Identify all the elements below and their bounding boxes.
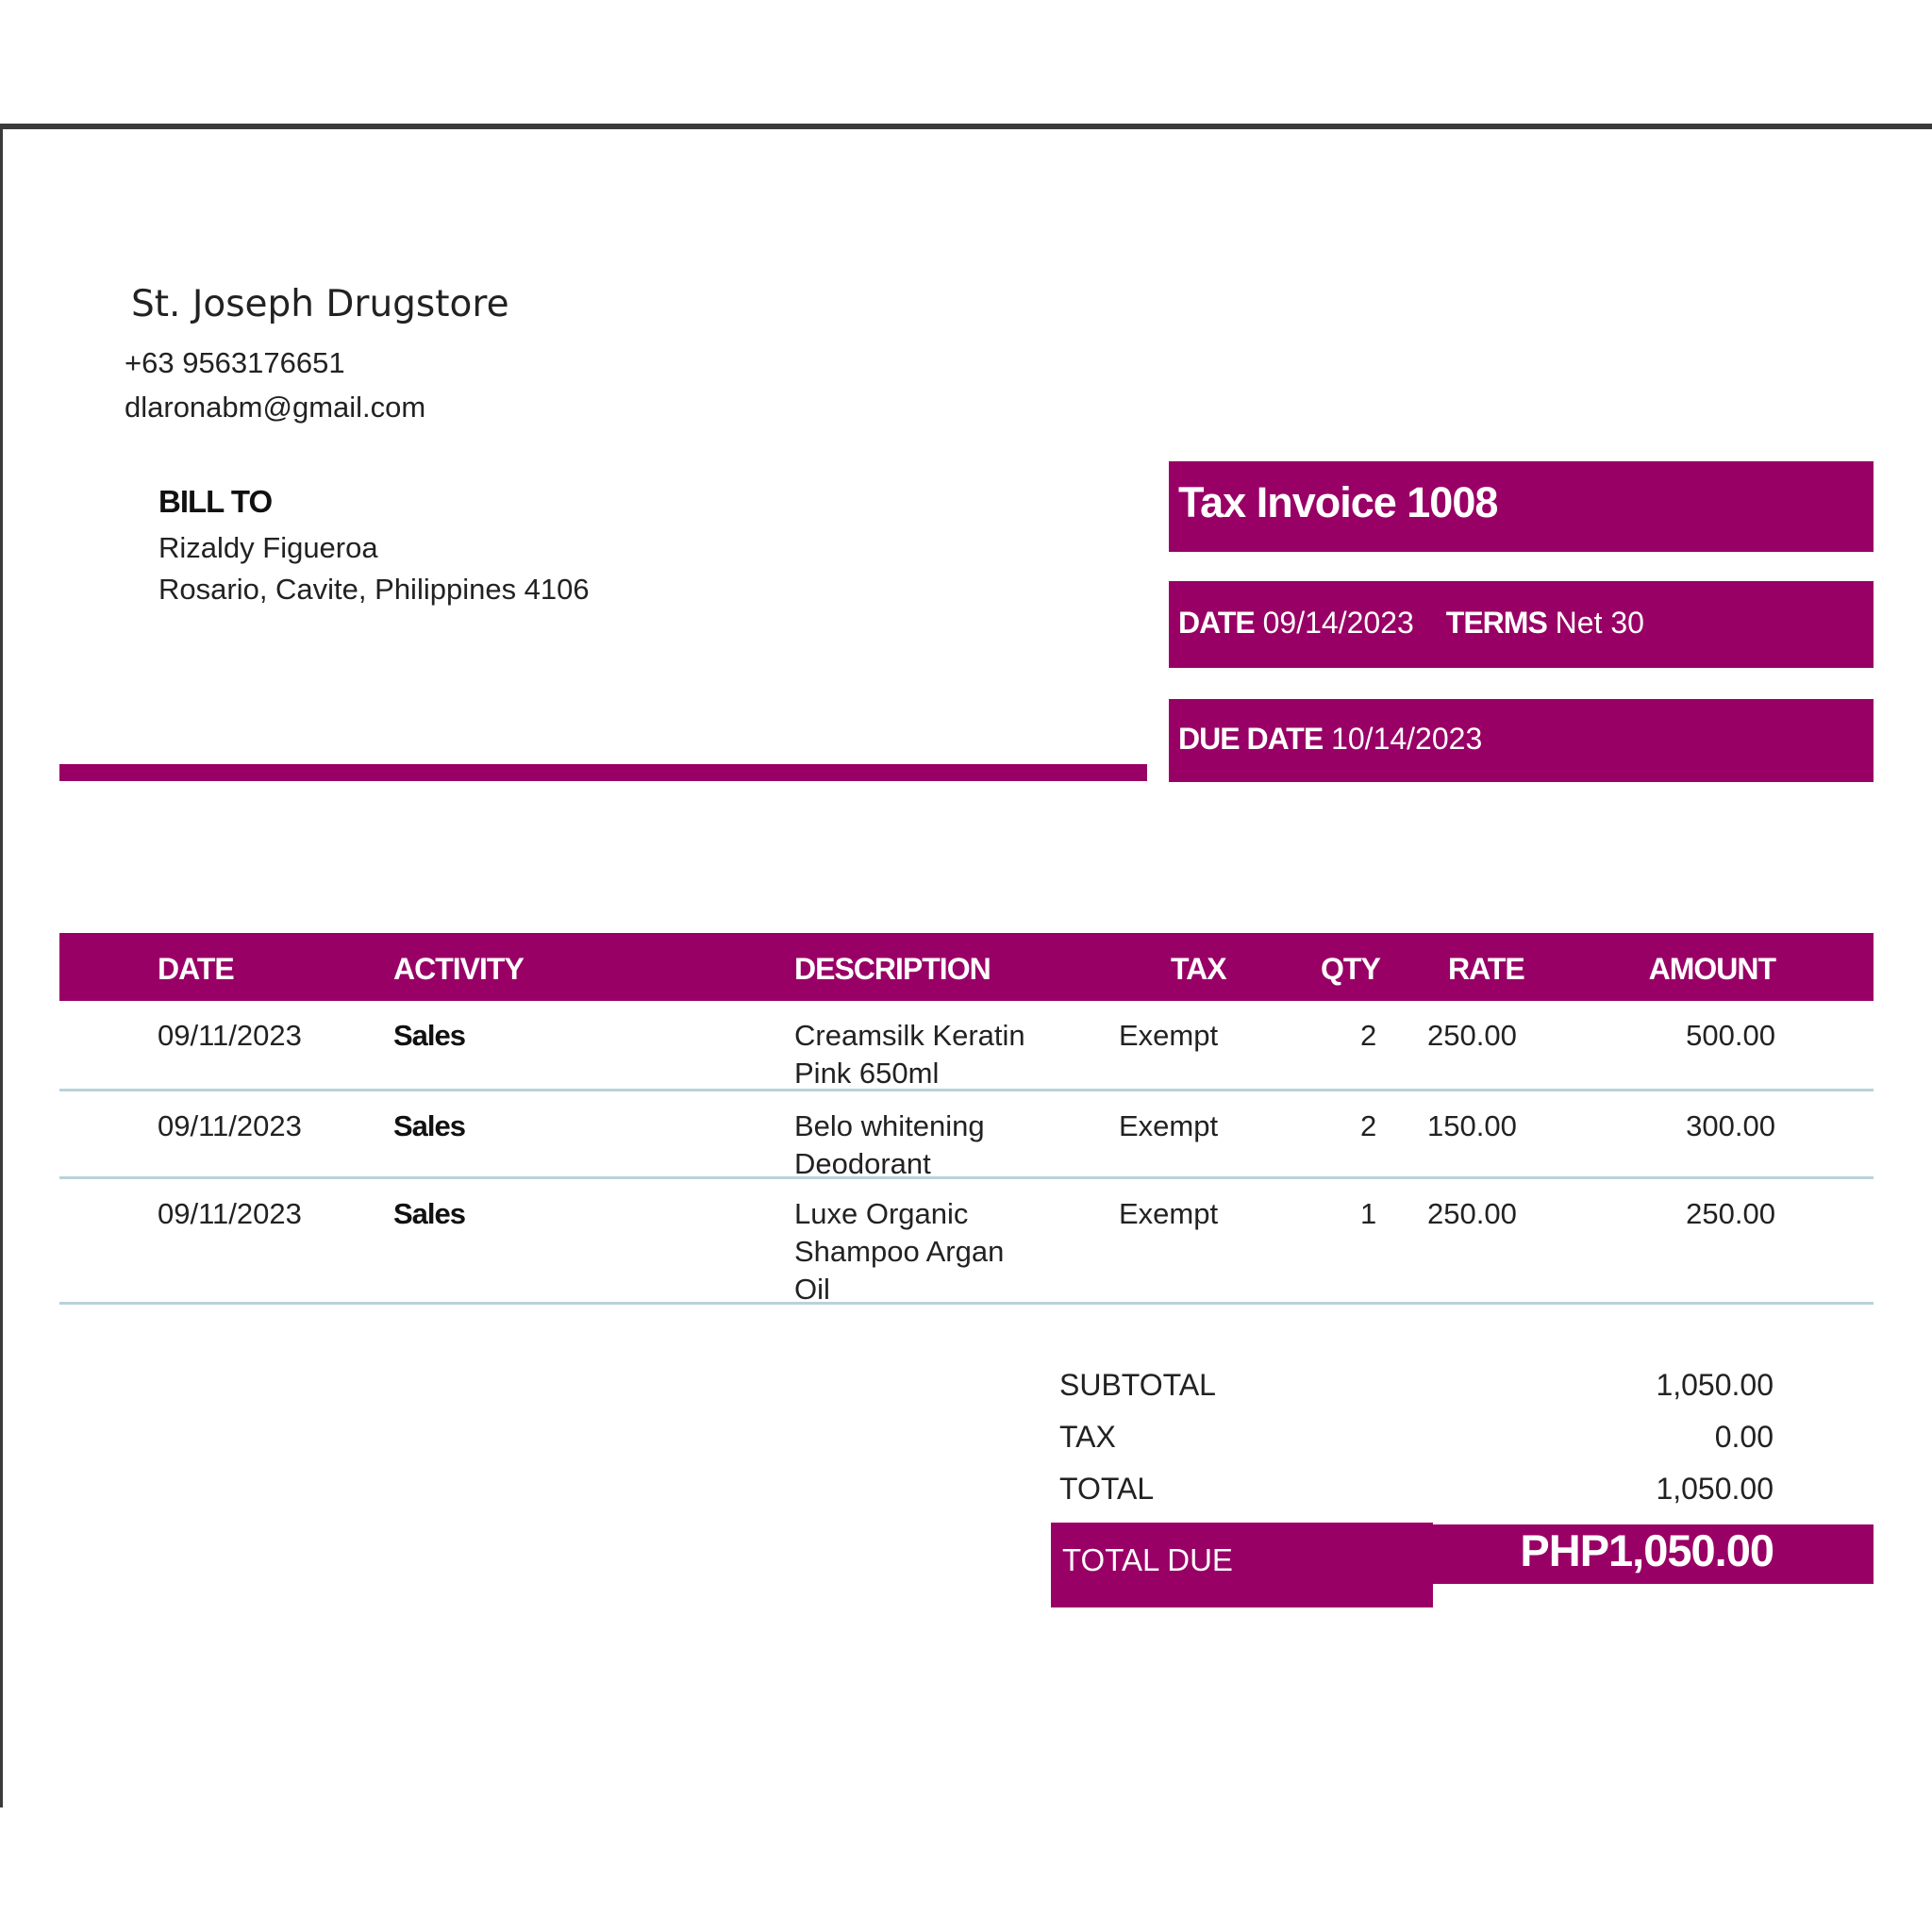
- column-header-amount: AMOUNT: [1648, 952, 1775, 986]
- table-row: [59, 1179, 1874, 1305]
- row-qty: 2: [1360, 1019, 1377, 1052]
- row-amount: 250.00: [1686, 1197, 1775, 1230]
- bill-to-address: Rosario, Cavite, Philippines 4106: [158, 573, 590, 606]
- row-tax: Exempt: [1119, 1109, 1219, 1142]
- row-rate: 150.00: [1427, 1109, 1517, 1142]
- row-activity: Sales: [393, 1109, 466, 1142]
- invoice-due-date: 10/14/2023: [1331, 722, 1483, 756]
- row-description: Creamsilk Keratin Pink 650ml: [794, 1019, 1025, 1090]
- total-due-label-box: [1051, 1523, 1433, 1607]
- company-email: dlaronabm@gmail.com: [125, 391, 426, 424]
- subtotal-label: SUBTOTAL: [1059, 1368, 1216, 1402]
- table-row: [59, 1091, 1874, 1179]
- total-value: 1,050.00: [1656, 1472, 1774, 1506]
- company-phone: +63 9563176651: [125, 346, 345, 379]
- total-due-value: PHP1,050.00: [1520, 1525, 1774, 1575]
- column-header-qty: QTY: [1321, 952, 1380, 986]
- total-due-value-box: [1433, 1524, 1874, 1584]
- column-header-rate: RATE: [1448, 952, 1524, 986]
- row-rate: 250.00: [1427, 1019, 1517, 1052]
- row-date: 09/11/2023: [158, 1197, 302, 1230]
- row-rate: 250.00: [1427, 1197, 1517, 1230]
- tax-value: 0.00: [1714, 1420, 1774, 1454]
- invoice-title-box: [1169, 461, 1874, 552]
- bill-to-heading: BILL TO: [158, 484, 273, 519]
- row-description: Belo whitening Deodorant: [794, 1109, 985, 1180]
- row-tax: Exempt: [1119, 1019, 1219, 1052]
- total-label: TOTAL: [1059, 1472, 1155, 1506]
- subtotal-value: 1,050.00: [1656, 1368, 1774, 1402]
- row-qty: 2: [1360, 1109, 1377, 1142]
- line-items-header: [59, 933, 1874, 1001]
- company-name: St. Joseph Drugstore: [131, 283, 509, 325]
- invoice-date: 09/14/2023: [1262, 606, 1414, 640]
- invoice-terms-label: TERMS: [1445, 606, 1547, 640]
- invoice-date-label: DATE: [1178, 606, 1255, 640]
- tax-label: TAX: [1059, 1420, 1116, 1454]
- row-date: 09/11/2023: [158, 1019, 302, 1052]
- row-qty: 1: [1360, 1197, 1377, 1230]
- invoice-date-row: [1178, 606, 1644, 641]
- row-description: Luxe Organic Shampoo Argan Oil: [794, 1197, 1005, 1306]
- row-activity: Sales: [393, 1197, 466, 1230]
- bill-to-name: Rizaldy Figueroa: [158, 531, 378, 564]
- row-amount: 500.00: [1686, 1019, 1775, 1052]
- column-header-tax: TAX: [1171, 952, 1226, 986]
- invoice-title: Tax Invoice 1008: [1178, 478, 1498, 526]
- invoice-date-box: [1169, 581, 1874, 668]
- invoice-terms: Net 30: [1555, 606, 1644, 640]
- column-header-activity: ACTIVITY: [393, 952, 524, 986]
- invoice-due-date-row: [1178, 722, 1482, 757]
- column-header-description: DESCRIPTION: [794, 952, 991, 986]
- table-row: [59, 1001, 1874, 1091]
- row-activity: Sales: [393, 1019, 466, 1052]
- row-tax: Exempt: [1119, 1197, 1219, 1230]
- invoice-due-date-box: [1169, 699, 1874, 782]
- bill-to-divider: [59, 764, 1147, 781]
- total-due-label: TOTAL DUE: [1062, 1542, 1233, 1577]
- row-amount: 300.00: [1686, 1109, 1775, 1142]
- row-date: 09/11/2023: [158, 1109, 302, 1142]
- invoice-due-date-label: DUE DATE: [1178, 722, 1324, 756]
- column-header-date: DATE: [158, 952, 234, 986]
